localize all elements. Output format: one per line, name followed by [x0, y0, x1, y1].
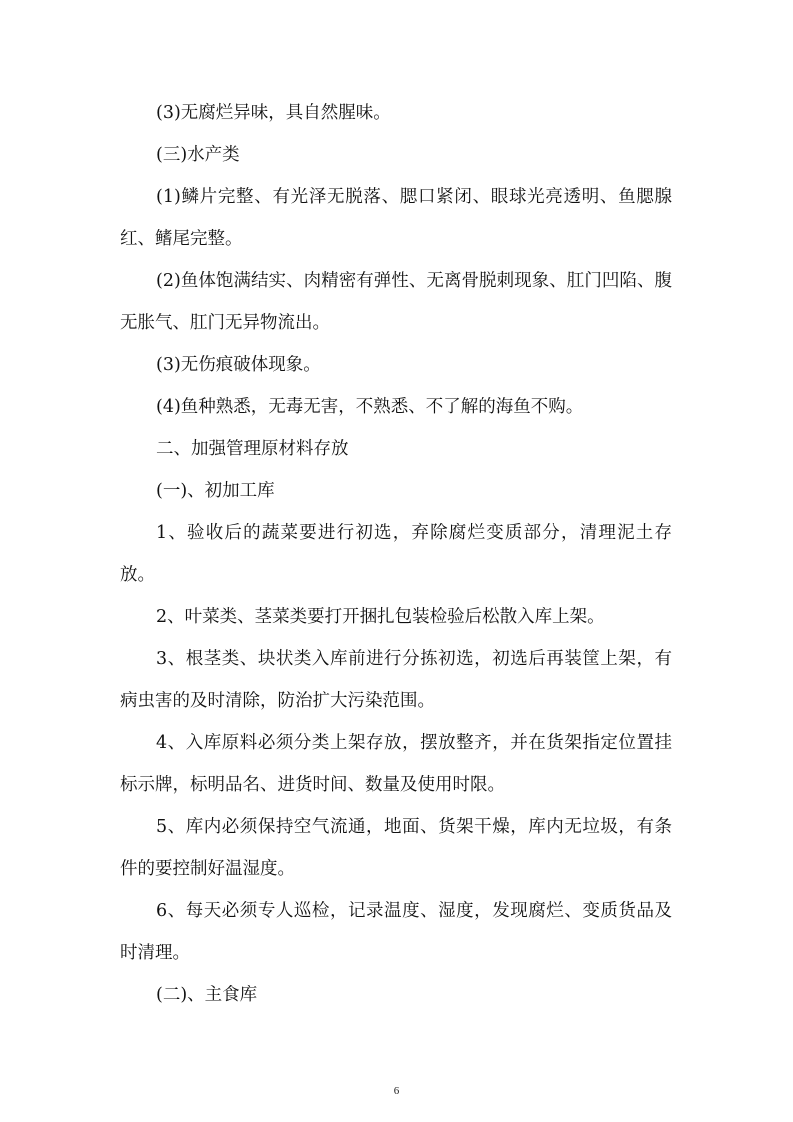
- document-body: [120, 92, 672, 1016]
- paragraph-no-rot-smell: (3)无腐烂异味，具自然腥味。: [156, 103, 391, 123]
- paragraph-item-5: 5、库内必须保持空气流通，地面、货架干燥，库内无垃圾，有条件的要控制好温湿度。: [120, 817, 672, 879]
- heading-primary-processing-storage: (一)、初加工库: [156, 481, 275, 501]
- heading-aquatic-products: (三)水产类: [156, 145, 240, 165]
- paragraph-item-2: 2、叶菜类、茎菜类要打开捆扎包装检验后松散入库上架。: [156, 607, 605, 627]
- heading-storage-management: 二、加强管理原材料存放: [156, 439, 349, 459]
- page-number: 6: [393, 1085, 400, 1097]
- paragraph-fish-body-firm: (2)鱼体饱满结实、肉精密有弹性、无离骨脱刺现象、肛门凹陷、腹无胀气、肛门无异物流出。: [120, 271, 672, 333]
- paragraph-item-1: 1、验收后的蔬菜要进行初选，弃除腐烂变质部分，清理泥土存放。: [120, 523, 672, 585]
- paragraph-no-wounds: (3)无伤痕破体现象。: [156, 355, 321, 375]
- paragraph-item-4: 4、入库原料必须分类上架存放，摆放整齐，并在货架指定位置挂标示牌，标明品名、进货时间、数量及使用时限。: [120, 733, 672, 795]
- paragraph-scales-intact: (1)鳞片完整、有光泽无脱落、腮口紧闭、眼球光亮透明、鱼腮腺红、鳍尾完整。: [120, 187, 672, 249]
- heading-staple-food-storage: (二)、主食库: [156, 985, 258, 1005]
- paragraph-item-6: 6、每天必须专人巡检，记录温度、湿度，发现腐烂、变质货品及时清理。: [120, 901, 672, 963]
- paragraph-known-species: (4)鱼种熟悉，无毒无害，不熟悉、不了解的海鱼不购。: [156, 397, 584, 417]
- paragraph-item-3: 3、根茎类、块状类入库前进行分拣初选，初选后再装筐上架，有病虫害的及时清除，防治扩大污染范围。: [120, 649, 672, 711]
